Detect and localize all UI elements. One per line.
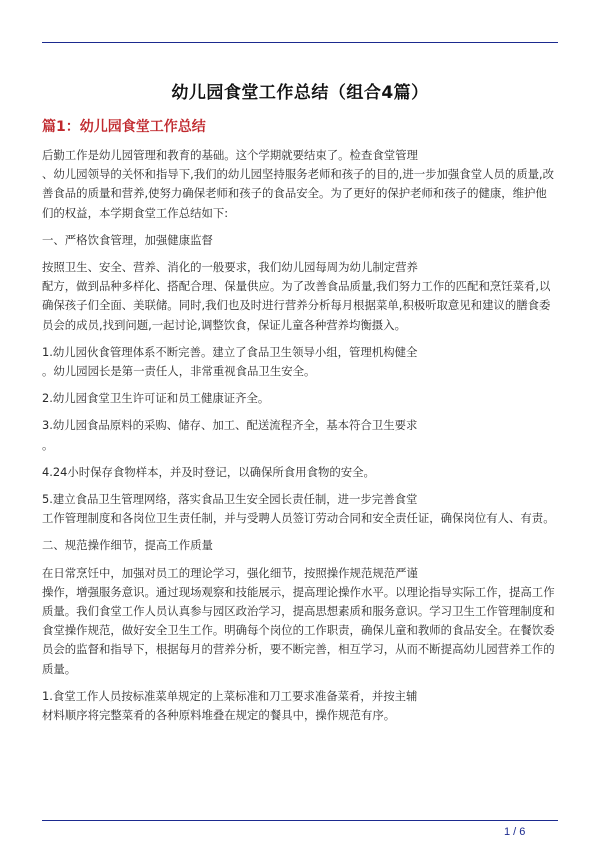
footer-rule — [42, 820, 558, 821]
page-number: 1 / 6 — [504, 826, 526, 838]
document-body — [42, 146, 558, 725]
paragraph: 按照卫生、安全、营养、消化的一般要求，我们幼儿园每周为幼儿制定营养 配方，做到品种多样化、搭配合理、保量供应。为了改善食品质量,我们努力工作的匹配和烹饪菜肴,以确保孩子们全面、美联储。同时,我们也及时进行营养分析每月根据菜单,积极听取意见和建议的膳食委员会的成员,找到问题,一起讨论,调整饮食，保证儿童各种营养均衡摄入。 — [42, 260, 551, 332]
document-title: 幼儿园食堂工作总结（组合4篇） — [171, 83, 429, 103]
paragraph: 1.幼儿园伙食管理体系不断完善。建立了食品卫生领导小组，管理机构健全 。幼儿园园长是第一责任人，非常重视食品卫生安全。 — [42, 344, 418, 379]
section-heading: 篇1：幼儿园食堂工作总结 — [42, 119, 206, 135]
paragraph: 3.幼儿园食品原料的采购、储存、加工、配送流程齐全，基本符合卫生要求 。 — [42, 418, 418, 452]
subheading: 二、规范操作细节，提高工作质量 — [42, 538, 213, 553]
paragraph: 2.幼儿园食堂卫生许可证和员工健康证齐全。 — [42, 391, 270, 406]
header-rule — [42, 42, 558, 43]
paragraph: 5.建立食品卫生管理网络，落实食品卫生安全园长责任制，进一步完善食堂 工作管理制度和各岗位卫生责任制，并与受聘人员签订劳动合同和安全责任证，确保岗位有人、有责。 — [42, 492, 555, 526]
paragraph: 4.24小时保存食物样本，并及时登记，以确保所食用食物的安全。 — [42, 464, 375, 479]
subheading: 一、严格饮食管理，加强健康监督 — [42, 232, 213, 247]
paragraph: 后勤工作是幼儿园管理和教育的基础。这个学期就要结束了。检查食堂管理 、幼儿园领导的关怀和指导下,我们的幼儿园坚持服务老师和孩子的目的,进一步加强食堂人员的质量,改善食品的质量和营养,使努力确保老师和孩子的食品安全。为了更好的保护老师和孩子的健康，维护他们的权益，本学期食堂工作总结如下: — [42, 148, 555, 220]
paragraph: 1.食堂工作人员按标准菜单规定的上菜标准和刀工要求准备菜肴，并按主辅 材料顺序将完整菜肴的各种原料堆叠在规定的餐具中，操作规范有序。 — [42, 688, 418, 723]
paragraph: 在日常烹饪中，加强对员工的理论学习，强化细节，按照操作规范规范严谨 操作，增强服务意识。通过现场观察和技能展示，提高理论操作水平。以理论指导实际工作，提高工作质量。我们食堂工作人员认真参与园区政治学习，提高思想素质和服务意识。学习卫生工作管理制度和食堂操作规范，做好安全卫生工作。明确每个岗位的工作职责，确保儿童和教师的食品安全。在餐饮委员会的监督和指导下，根据每月的营养分析，要不断完善，相互学习，从而不断提高幼儿园营养工作的质量。 — [42, 565, 555, 676]
